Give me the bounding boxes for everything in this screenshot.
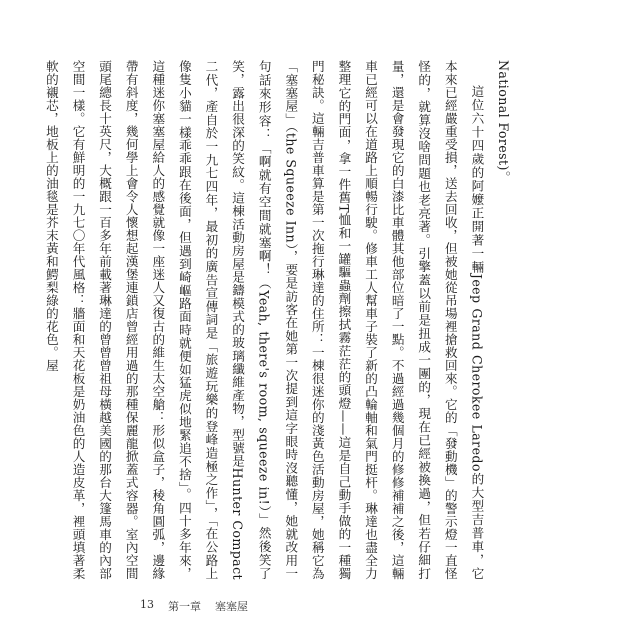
paragraph-main: 這位六十四歲的阿嬤正開著一輛Jeep Grand Cherokee Laredo的大型吉普車，它本來已經嚴重受損，送去回收，但被她從吊場裡搶救回來。它的「發動機」的警示燈一直怪怪的，就算沒啥問題也老亮著。引擎蓋以前是扭成一團的，現在已經被換過，但若仔細打量，還是會發現它的白漆比車體其他部位暗了一點。不過經過幾個月的修修補補之後，這輛車已經可以在道路上順暢行駛。修車工人幫車子裝了新的凸輪軸和氣門挺杆。琳達也盡全力整理它的門面，拿一件舊T恤和一罐驅蟲劑擦拭霧茫茫的頭燈——這是自己動手做的一種獨門秘訣。這輛吉普車算是第一次拖行琳達的住所：一棟很迷你的淺黃色活動房屋，她稱它為「塞塞屋」（the Squeeze Inn），要是訪客在她第一次提到這字眼時沒聽懂，她就改用一句話來形容：「啊就有空間就塞啊！（Yeah, there's room, squeeze in!）」然後笑了笑，露出很深的笑紋。這棟活動房屋是鑄模式的玻璃纖維產物，型號是Hunter Compact二代，產自於一九七四年，最初的廣告宣傳詞是「旅遊玩樂的登峰造極之作」，「在公路上像隻小貓一樣乖乖跟在後面，但遇到崎嶇路面時就便如猛虎似地緊追不捨」。四十多年來，這種迷你塞塞屋給人的感覺就像一座迷人又復古的維生太空艙：形似盒子，稜角圓弧，邊緣帶有斜度，幾何學上會令人懷想起漢堡連鎖店曾經用過的那種保麗龍掀蓋式容器。室內空間頭尾總長十英尺，大概跟一百多年前載著琳達的曾曾曾祖母橫越美國的那台大篷馬車的內部空間一樣。它有鮮明的一九七〇年代風格：牆面和天花板是奶油色的人造皮革，裡頭填著柔軟的襯芯，地板上的油毯是芥末黃和鰐梨綠的花色。屋 (43, 60, 485, 580)
page-footer (140, 598, 248, 614)
body-text (43, 60, 516, 580)
paragraph-opening: National Forest)。 (496, 60, 511, 184)
page-number: 13 (140, 598, 154, 611)
section-title: 塞塞屋 (215, 600, 248, 613)
chapter-label: 第一章 (168, 600, 201, 613)
